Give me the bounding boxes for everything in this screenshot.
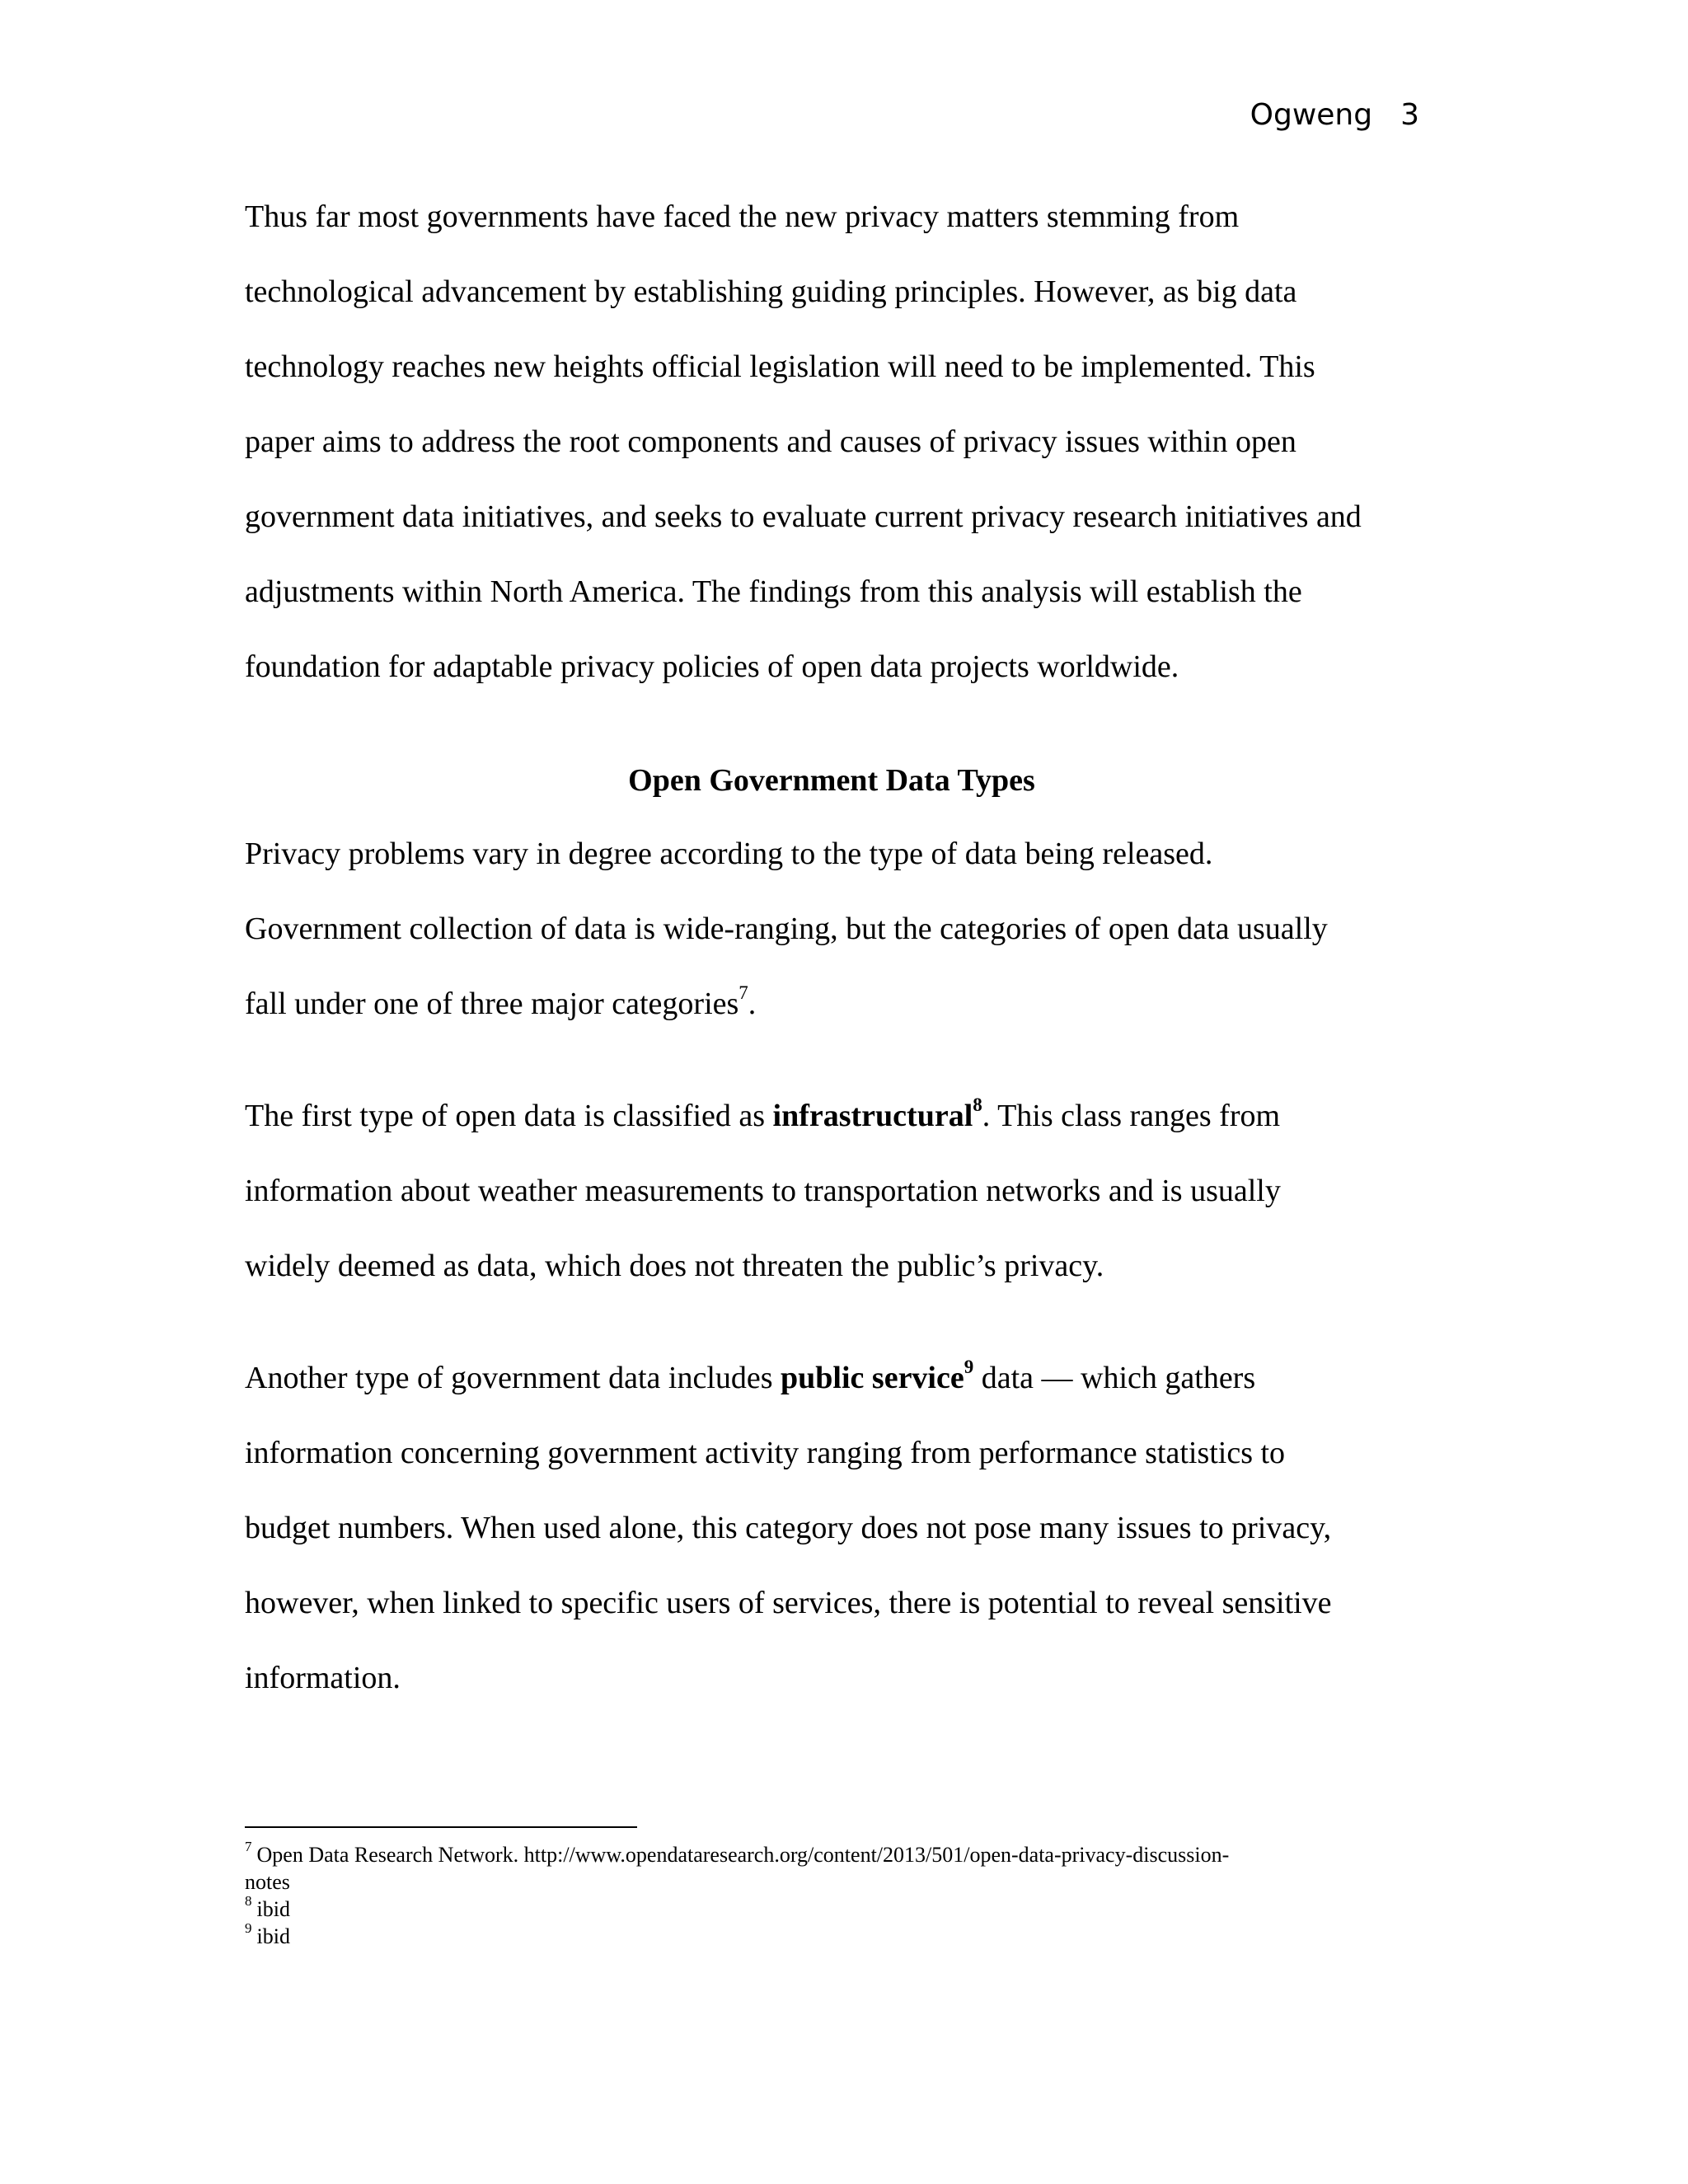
paragraph-line: government data initiatives, and seeks to evaluate current privacy research initiatives and [245,499,1362,534]
footnote-separator [245,1826,637,1828]
paragraph-line: technology reaches new heights official legislation will need to be implemented. This [245,349,1315,384]
paragraph-line: information concerning government activity ranging from performance statistics to [245,1436,1286,1470]
term-public-service: public service [781,1361,964,1395]
paragraph-line: information. [245,1661,401,1695]
running-header [1250,92,1419,138]
footnotes [245,1841,1448,1950]
header-author: Ogweng [1250,98,1373,132]
footnote-ref-8[interactable]: 8 [973,1094,982,1116]
footnote-text: ibid [256,1897,290,1921]
paragraph-line: widely deemed as data, which does not threaten the public’s privacy. [245,1249,1104,1283]
paragraph-line: Privacy problems vary in degree according to the type of data being released. [245,837,1213,871]
paragraph-line: technological advancement by establishing guiding principles. However, as big data [245,274,1297,309]
footnote-number: 8 [245,1893,252,1910]
paragraph-line [245,967,1448,1042]
footnote-number: 7 [245,1839,252,1855]
paragraph-line: information about weather measurements to transportation networks and is usually [245,1174,1281,1208]
section-heading: Open Government Data Types [628,763,1035,798]
page-number: 3 [1400,98,1419,132]
paragraph-line [245,1079,1448,1154]
paragraph-line: paper aims to address the root components and causes of privacy issues within open [245,424,1296,459]
term-infrastructural: infrastructural [772,1099,973,1133]
footnote-7-continuation[interactable]: notes [245,1870,290,1894]
footnote-ref-9[interactable]: 9 [964,1357,974,1378]
line-text: Another type of government data includes [245,1361,781,1395]
infrastructural-paragraph [245,1079,1448,1304]
intro-paragraph [245,180,1448,705]
line-text: . This class ranges from [982,1099,1281,1133]
paragraph-line: Government collection of data is wide-ranging, but the categories of open data usually [245,912,1328,946]
data-types-paragraph [245,817,1448,1042]
footnote-7 [245,1841,1448,1868]
paragraph-line: budget numbers. When used alone, this category does not pose many issues to privacy, [245,1511,1332,1545]
line-end: . [748,987,757,1021]
paragraph-line: adjustments within North America. The findings from this analysis will establish the [245,574,1302,609]
public-service-paragraph [245,1341,1448,1716]
footnote-9 [245,1920,1448,1950]
footnote-text: ibid [256,1924,290,1948]
line-text: fall under one of three major categories [245,987,739,1021]
paragraph-line [245,1341,1448,1416]
footnote-number: 9 [245,1920,252,1937]
line-text: The first type of open data is classified as [245,1099,773,1133]
paragraph-line: foundation for adaptable privacy policies of open data projects worldwide. [245,649,1179,684]
footnote-text[interactable]: Open Data Research Network. http://www.opendataresearch.org/content/2013/501/open-data-privacy-discussion- [256,1843,1230,1867]
paragraph-line: Thus far most governments have faced the new privacy matters stemming from [245,199,1240,234]
footnote-ref-7[interactable]: 7 [738,982,748,1004]
paragraph-line: however, when linked to specific users of services, there is potential to reveal sensitive [245,1586,1332,1620]
footnote-8 [245,1893,1448,1923]
line-text: data — which gathers [973,1361,1256,1395]
